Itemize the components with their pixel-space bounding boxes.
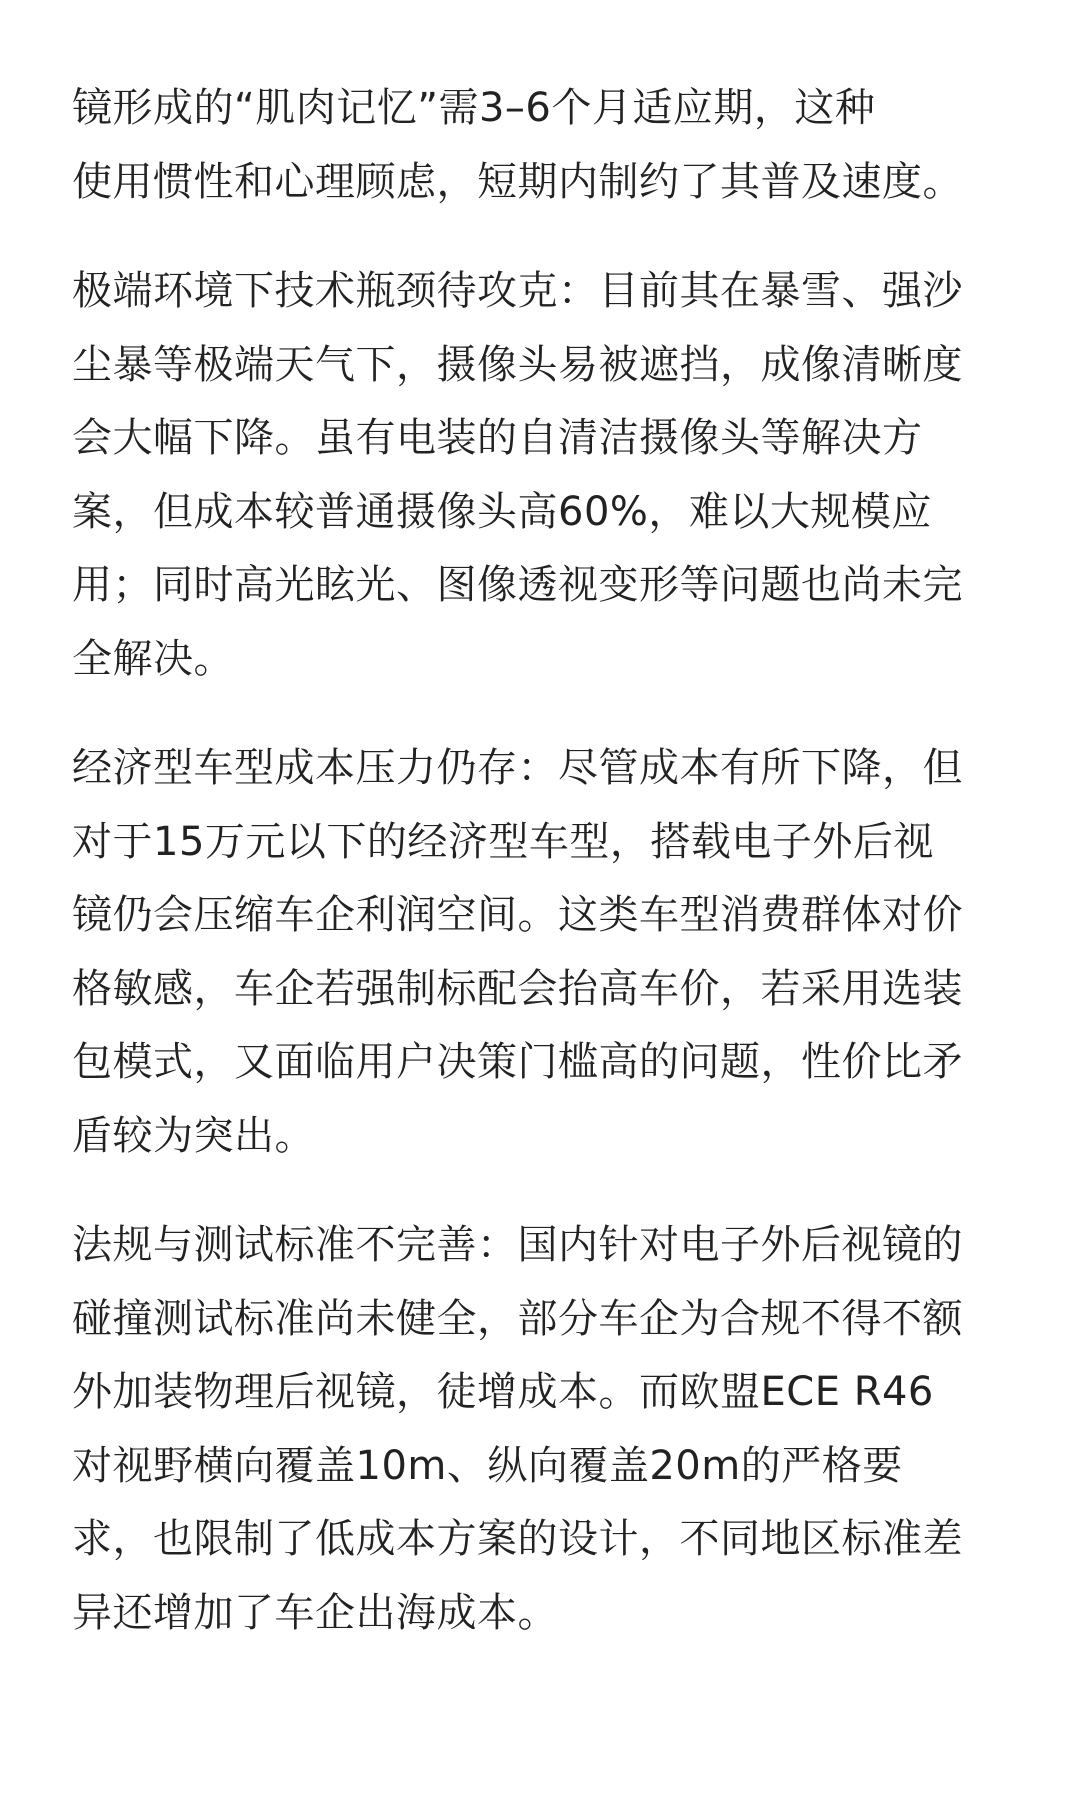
text-line: 经济型车型成本压力仍存：尽管成本有所下降，但 <box>72 745 963 791</box>
text-line: 镜仍会压缩车企利润空间。这类车型消费群体对价 <box>72 892 963 938</box>
text-line: 尘暴等极端天气下，摄像头易被遮挡，成像清晰度 <box>72 341 963 388</box>
text-line: 对视野横向覆盖10m、纵向覆盖20m的严格要 <box>72 1442 903 1489</box>
text-line: 对于15万元以下的经济型车型，搭载电子外后视 <box>72 818 934 865</box>
text-line: 法规与测试标准不完善：国内针对电子外后视镜的 <box>72 1222 963 1268</box>
text-line: 碰撞测试标准尚未健全，部分车企为合规不得不额 <box>72 1295 963 1342</box>
text-line: 镜形成的“肌肉记忆”需3–6个月适应期，这种 <box>72 85 876 131</box>
text-line: 求，也限制了低成本方案的设计，不同地区标准差 <box>72 1516 963 1562</box>
text-line: 案，但成本较普通摄像头高60%，难以大规模应 <box>72 488 932 535</box>
text-line: 极端环境下技术瓶颈待攻克：目前其在暴雪、强沙 <box>72 268 963 314</box>
paragraph-economy-cost <box>72 732 1008 1173</box>
article-body <box>72 72 1008 1686</box>
text-line: 会大幅下降。虽有电装的自清洁摄像头等解决方 <box>72 415 923 461</box>
text-line: 盾较为突出。 <box>72 1112 315 1159</box>
text-line: 异还增加了车企出海成本。 <box>72 1589 558 1636</box>
paragraph-adaptation <box>72 72 1008 219</box>
text-line: 全解决。 <box>72 635 234 682</box>
text-line: 格敏感，车企若强制标配会抬高车价，若采用选装 <box>72 965 963 1012</box>
text-line: 外加装物理后视镜，徒增成本。而欧盟ECE R46 <box>72 1369 934 1415</box>
text-line: 用；同时高光眩光、图像透视变形等问题也尚未完 <box>72 562 963 608</box>
text-line: 使用惯性和心理顾虑，短期内制约了其普及速度。 <box>72 158 963 205</box>
paragraph-regulations <box>72 1209 1008 1650</box>
text-line: 包模式，又面临用户决策门槛高的问题，性价比矛 <box>72 1039 963 1085</box>
paragraph-extreme-environment <box>72 255 1008 696</box>
